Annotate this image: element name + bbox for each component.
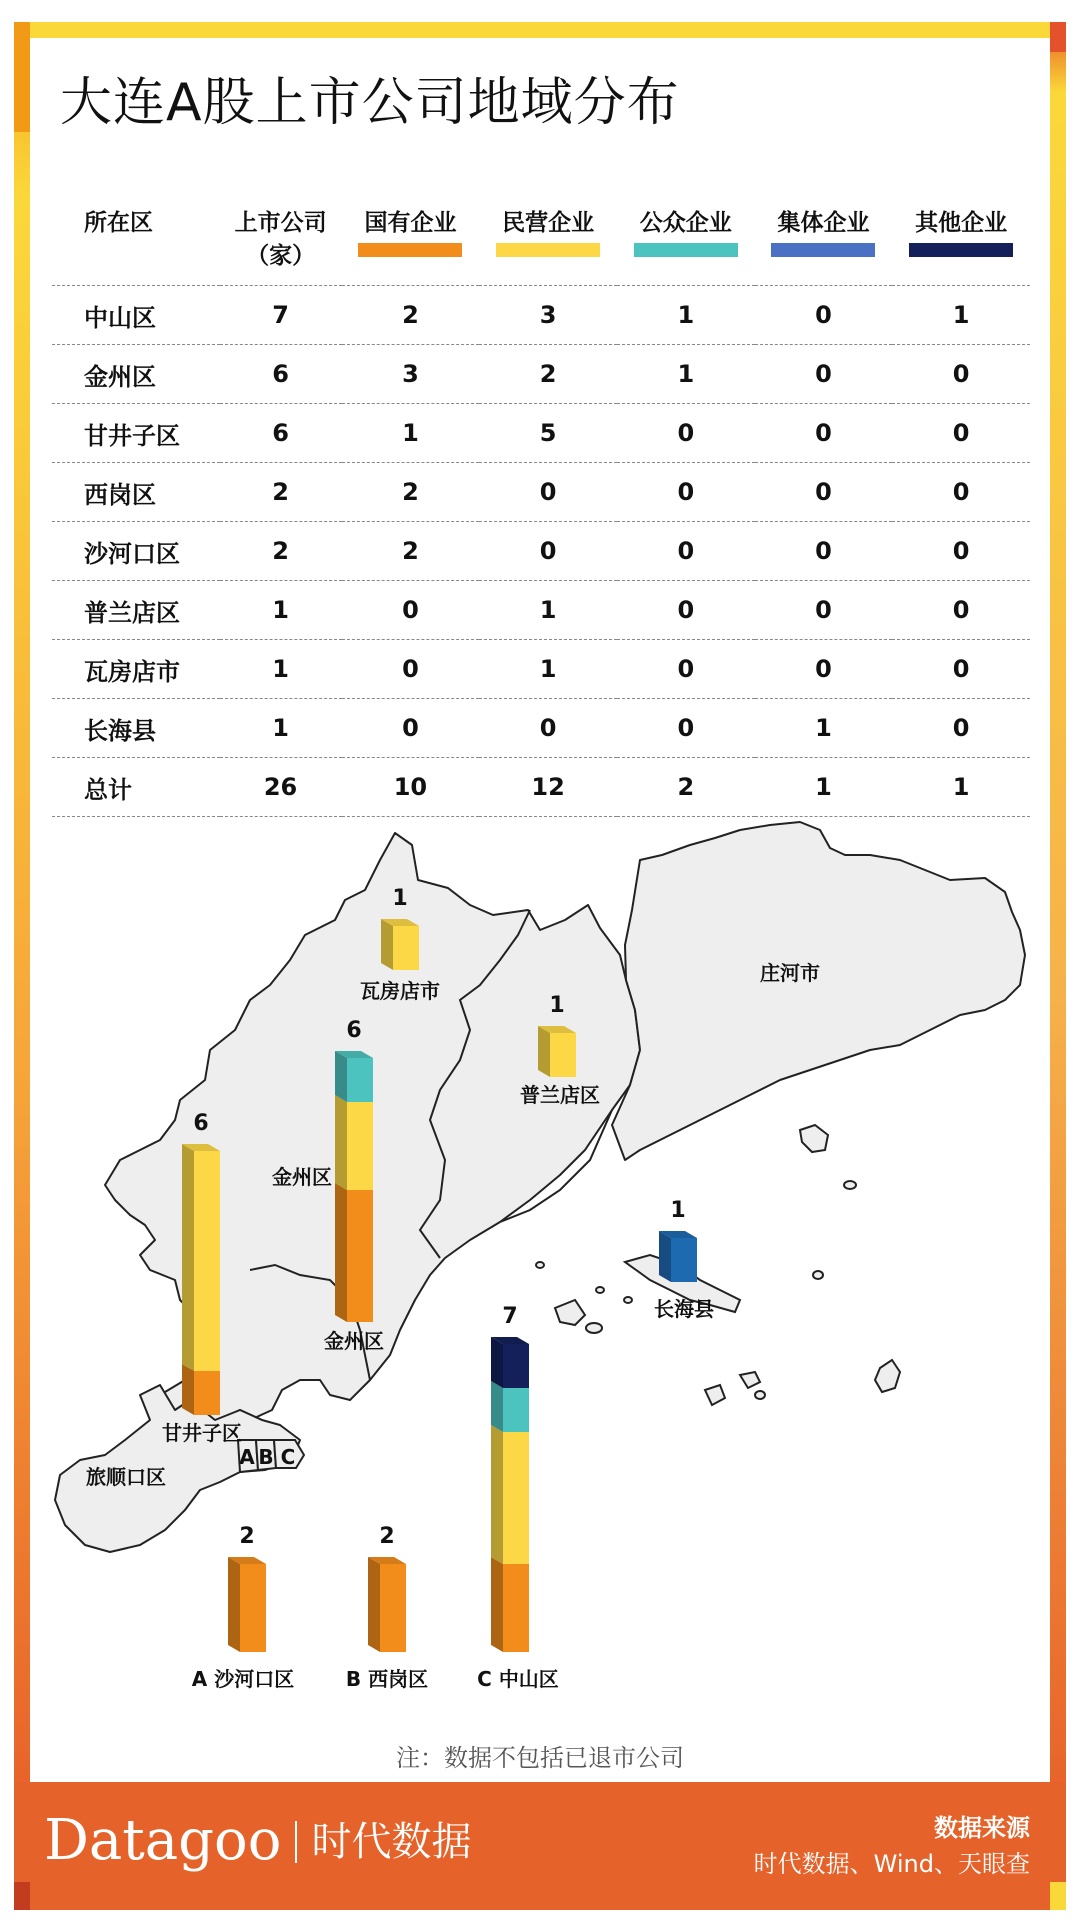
- bar-segment-长海县-集体企业: [671, 1238, 697, 1282]
- bar-segment-side: [491, 1425, 503, 1564]
- value-cell: 0: [755, 522, 893, 581]
- bar-segment-side: [182, 1364, 194, 1415]
- corner-accent-right: [1050, 1882, 1066, 1910]
- value-cell: 6: [220, 404, 342, 463]
- district-cell: 总计: [52, 758, 220, 817]
- value-cell: 1: [892, 286, 1030, 345]
- value-cell: 3: [342, 345, 480, 404]
- bar-segment-中山区-民营企业: [503, 1432, 529, 1564]
- bar-segment-side: [491, 1381, 503, 1432]
- map-label-lvshunkou: 旅顺口区: [86, 1465, 166, 1489]
- page-title: 大连A股上市公司地域分布: [60, 73, 680, 133]
- map-label-c: C: [280, 1445, 296, 1469]
- bar-total-label: 1: [549, 993, 565, 1018]
- value-cell: 2: [342, 463, 480, 522]
- bar-total-label: 1: [392, 886, 408, 911]
- value-cell: 0: [342, 640, 480, 699]
- header-district: 所在区: [84, 210, 153, 236]
- value-cell: 0: [342, 699, 480, 758]
- island: [624, 1297, 632, 1303]
- source-text: 时代数据、Wind、天眼查: [753, 1850, 1030, 1878]
- bar-segment-side: [659, 1231, 671, 1282]
- bar-total-label: 6: [346, 1018, 362, 1043]
- value-cell: 0: [892, 640, 1030, 699]
- bar-segment-side: [182, 1144, 194, 1371]
- value-cell: 10: [342, 758, 480, 817]
- bar-total-label: 1: [670, 1198, 686, 1223]
- value-cell: 0: [755, 640, 893, 699]
- corner-accent-left: [14, 1882, 30, 1910]
- district-cell: 瓦房店市: [52, 640, 220, 699]
- bar-total-label: 2: [379, 1524, 395, 1549]
- island: [555, 1300, 585, 1325]
- value-cell: 1: [479, 640, 617, 699]
- bar-total-label: 6: [193, 1111, 209, 1136]
- value-cell: 26: [220, 758, 342, 817]
- value-cell: 3: [479, 286, 617, 345]
- bar-segment-中山区-国有企业: [503, 1564, 529, 1652]
- value-cell: 6: [220, 345, 342, 404]
- value-cell: 1: [220, 581, 342, 640]
- bar-segment-西岗区-国有企业: [380, 1564, 406, 1652]
- bar-segment-甘井子区-国有企业: [194, 1371, 220, 1415]
- island: [705, 1385, 725, 1405]
- value-cell: 1: [342, 404, 480, 463]
- value-cell: 2: [220, 463, 342, 522]
- bar-segment-side: [381, 919, 393, 970]
- footnote: 注：数据不包括已退市公司: [396, 1744, 684, 1772]
- value-cell: 0: [892, 581, 1030, 640]
- bar-total-label: 7: [502, 1304, 518, 1329]
- value-cell: 0: [892, 522, 1030, 581]
- header-private: 民营企业: [479, 190, 617, 286]
- bar-segment-甘井子区-民营企业: [194, 1151, 220, 1371]
- value-cell: 0: [755, 345, 893, 404]
- map-label-wafangdian: 瓦房店市: [360, 979, 440, 1003]
- map-label-zhuanghe: 庄河市: [760, 961, 820, 985]
- bar-total-label: 2: [239, 1524, 255, 1549]
- map-label-jinzhou: 金州区: [324, 1329, 384, 1353]
- value-cell: 1: [755, 699, 893, 758]
- island: [813, 1271, 823, 1279]
- bar-segment-沙河口区-国有企业: [240, 1564, 266, 1652]
- bar-segment-金州区-公众企业: [347, 1058, 373, 1102]
- brand-divider: [295, 1821, 297, 1863]
- value-cell: 2: [220, 522, 342, 581]
- value-cell: 5: [479, 404, 617, 463]
- district-cell: 中山区: [52, 286, 220, 345]
- bar-segment-中山区-其他企业: [503, 1344, 529, 1388]
- value-cell: 0: [892, 699, 1030, 758]
- bar-segment-瓦房店市-民营企业: [393, 926, 419, 970]
- value-cell: 1: [617, 286, 755, 345]
- map-label-a: A: [239, 1445, 255, 1469]
- value-cell: 12: [479, 758, 617, 817]
- header-other: 其他企业: [892, 190, 1030, 286]
- bar-segment-金州区-民营企业: [347, 1102, 373, 1190]
- header-collective: 集体企业: [755, 190, 893, 286]
- island: [755, 1391, 765, 1399]
- footer-bar: [14, 1782, 1066, 1910]
- value-cell: 0: [617, 699, 755, 758]
- value-cell: 1: [220, 699, 342, 758]
- island: [586, 1323, 602, 1333]
- value-cell: 0: [617, 404, 755, 463]
- value-cell: 1: [617, 345, 755, 404]
- brand-logo: Datagoo 时代数据: [44, 1808, 472, 1873]
- header-listed: 上市公司 （家）: [234, 210, 327, 269]
- map-label-ganjingzi: 甘井子区: [162, 1421, 242, 1445]
- value-cell: 0: [755, 404, 893, 463]
- landmass-zhuanghe: [612, 822, 1025, 1160]
- value-cell: 0: [617, 522, 755, 581]
- bar-segment-中山区-公众企业: [503, 1388, 529, 1432]
- value-cell: 0: [755, 286, 893, 345]
- value-cell: 2: [617, 758, 755, 817]
- bar-segment-side: [368, 1557, 380, 1652]
- value-cell: 7: [220, 286, 342, 345]
- map-label-changhai: 长海县: [654, 1297, 714, 1321]
- bar-segment-side: [335, 1051, 347, 1102]
- value-cell: 0: [755, 463, 893, 522]
- island: [844, 1181, 856, 1189]
- island: [875, 1360, 900, 1392]
- district-cell: 长海县: [52, 699, 220, 758]
- value-cell: 0: [892, 404, 1030, 463]
- value-cell: 0: [479, 522, 617, 581]
- bar-segment-side: [538, 1026, 550, 1077]
- island: [596, 1287, 604, 1293]
- map-label-b: B: [258, 1445, 274, 1469]
- district-cell: 甘井子区: [52, 404, 220, 463]
- value-cell: 0: [617, 463, 755, 522]
- source-label: 数据来源: [934, 1814, 1030, 1842]
- value-cell: 0: [479, 463, 617, 522]
- value-cell: 1: [892, 758, 1030, 817]
- value-cell: 0: [617, 640, 755, 699]
- value-cell: 2: [342, 286, 480, 345]
- island: [536, 1262, 544, 1268]
- bar-segment-side: [335, 1095, 347, 1190]
- district-cell: 金州区: [52, 345, 220, 404]
- header-state: 国有企业: [342, 190, 480, 286]
- value-cell: 2: [342, 522, 480, 581]
- bar-segment-side: [335, 1183, 347, 1322]
- bottom-label-c: C 中山区: [477, 1667, 559, 1691]
- district-cell: 西岗区: [52, 463, 220, 522]
- bar-segment-普兰店区-民营企业: [550, 1033, 576, 1077]
- value-cell: 1: [755, 758, 893, 817]
- bar-segment-side: [228, 1557, 240, 1652]
- map-label-pulandian: 普兰店区: [520, 1083, 600, 1107]
- bottom-label-b: B 西岗区: [345, 1667, 429, 1691]
- value-cell: 0: [892, 345, 1030, 404]
- value-cell: 0: [892, 463, 1030, 522]
- island: [800, 1125, 828, 1152]
- island: [740, 1372, 760, 1388]
- district-cell: 普兰店区: [52, 581, 220, 640]
- value-cell: 1: [220, 640, 342, 699]
- district-cell: 沙河口区: [52, 522, 220, 581]
- value-cell: 0: [617, 581, 755, 640]
- value-cell: 0: [755, 581, 893, 640]
- value-cell: 0: [342, 581, 480, 640]
- header-public: 公众企业: [617, 190, 755, 286]
- bar-segment-side: [491, 1337, 503, 1388]
- bar-segment-金州区-国有企业: [347, 1190, 373, 1322]
- value-cell: 1: [479, 581, 617, 640]
- value-cell: 2: [479, 345, 617, 404]
- value-cell: 0: [479, 699, 617, 758]
- map-label-jinzhou-top: 金州区: [272, 1165, 332, 1189]
- bottom-label-a: A 沙河口区: [191, 1667, 295, 1691]
- bar-segment-side: [491, 1557, 503, 1652]
